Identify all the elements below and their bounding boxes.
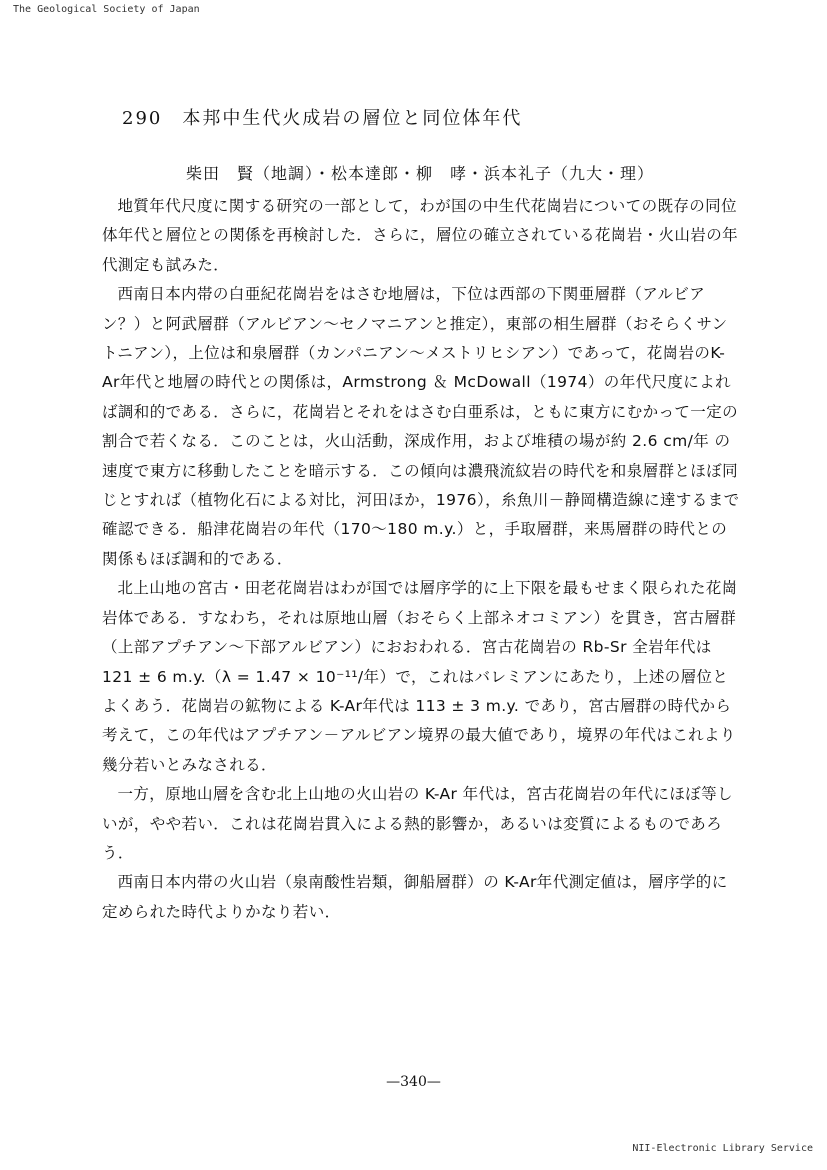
library-footer: NII-Electronic Library Service <box>632 1143 813 1154</box>
article-authors: 柴田 賢（地調）・松本達郎・柳 哮・浜本礼子（九大・理） <box>186 164 655 183</box>
journal-header: The Geological Society of Japan <box>13 4 200 15</box>
paragraph-2: 西南日本内帯の白亜紀花崗岩をはさむ地層は，下位は西部の下関亜層群（アルビアン？）と阿武層群（アルビアン～セノマニアンと推定），東部の相生層群（おそらくサントニアン），上位は和泉層群（カンパニアン～メストリヒシアン）であって，花崗岩のK-Ar年代と地層の時代との関係は，Armstrong ＆ McDowall（1974）の年代尺度によれば調和的である．さらに，花崗岩とそれをはさむ白亜系は，ともに東方にむかって一定の割合で若くなる．このことは，火山活動，深成作用，および堆積の場が約 2.6 cm/年 の速度で東方に移動したことを暗示する．この傾向は濃飛流紋岩の時代を和泉層群とほぼ同じとすれば（植物化石による対比，河田ほか，1976），糸魚川－静岡構造線に達するまで確認できる．船津花崗岩の年代（170～180 m.y.）と，手取層群，来馬層群の時代との関係もほぼ調和的である． <box>102 285 740 568</box>
paragraph-4: 一方，原地山層を含む北上山地の火山岩の K-Ar 年代は，宮古花崗岩の年代にほぼ等しいが，やや若い．これは花崗岩貫入による熱的影響か，あるいは変質によるものであろう． <box>102 785 733 862</box>
page-number: —340— <box>386 1074 441 1090</box>
article-title: 290 本邦中生代火成岩の層位と同位体年代 <box>122 108 523 129</box>
paragraph-1: 地質年代尺度に関する研究の一部として，わが国の中生代花崗岩についての既存の同位体年代と層位との関係を再検討した．さらに，層位の確立されている花崗岩・火山岩の年代測定も試みた． <box>102 197 739 274</box>
paragraph-3: 北上山地の宮古・田老花崗岩はわが国では層序学的に上下限を最もせまく限られた花崗岩体である．すなわち，それは原地山層（おそらく上部ネオコミアン）を貫き，宮古層群（上部アプチアン～下部アルビアン）におおわれる．宮古花崗岩の Rb-Sr 全岩年代は 121 ± 6 m.y.（λ = 1.47 × 10⁻¹¹/年）で，これはバレミアンにあたり，上述の層位とよくあう．花崗岩の鉱物による K-Ar年代は 113 ± 3 m.y. であり，宮古層群の時代から考えて，この年代はアプチアン－アルビアン境界の最大値であり，境界の年代はこれより幾分若いとみなされる． <box>102 579 738 774</box>
paragraph-5: 西南日本内帯の火山岩（泉南酸性岩類，御船層群）の K-Ar年代測定値は，層序学的に定められた時代よりかなり若い． <box>102 873 728 921</box>
article-body <box>102 192 742 927</box>
